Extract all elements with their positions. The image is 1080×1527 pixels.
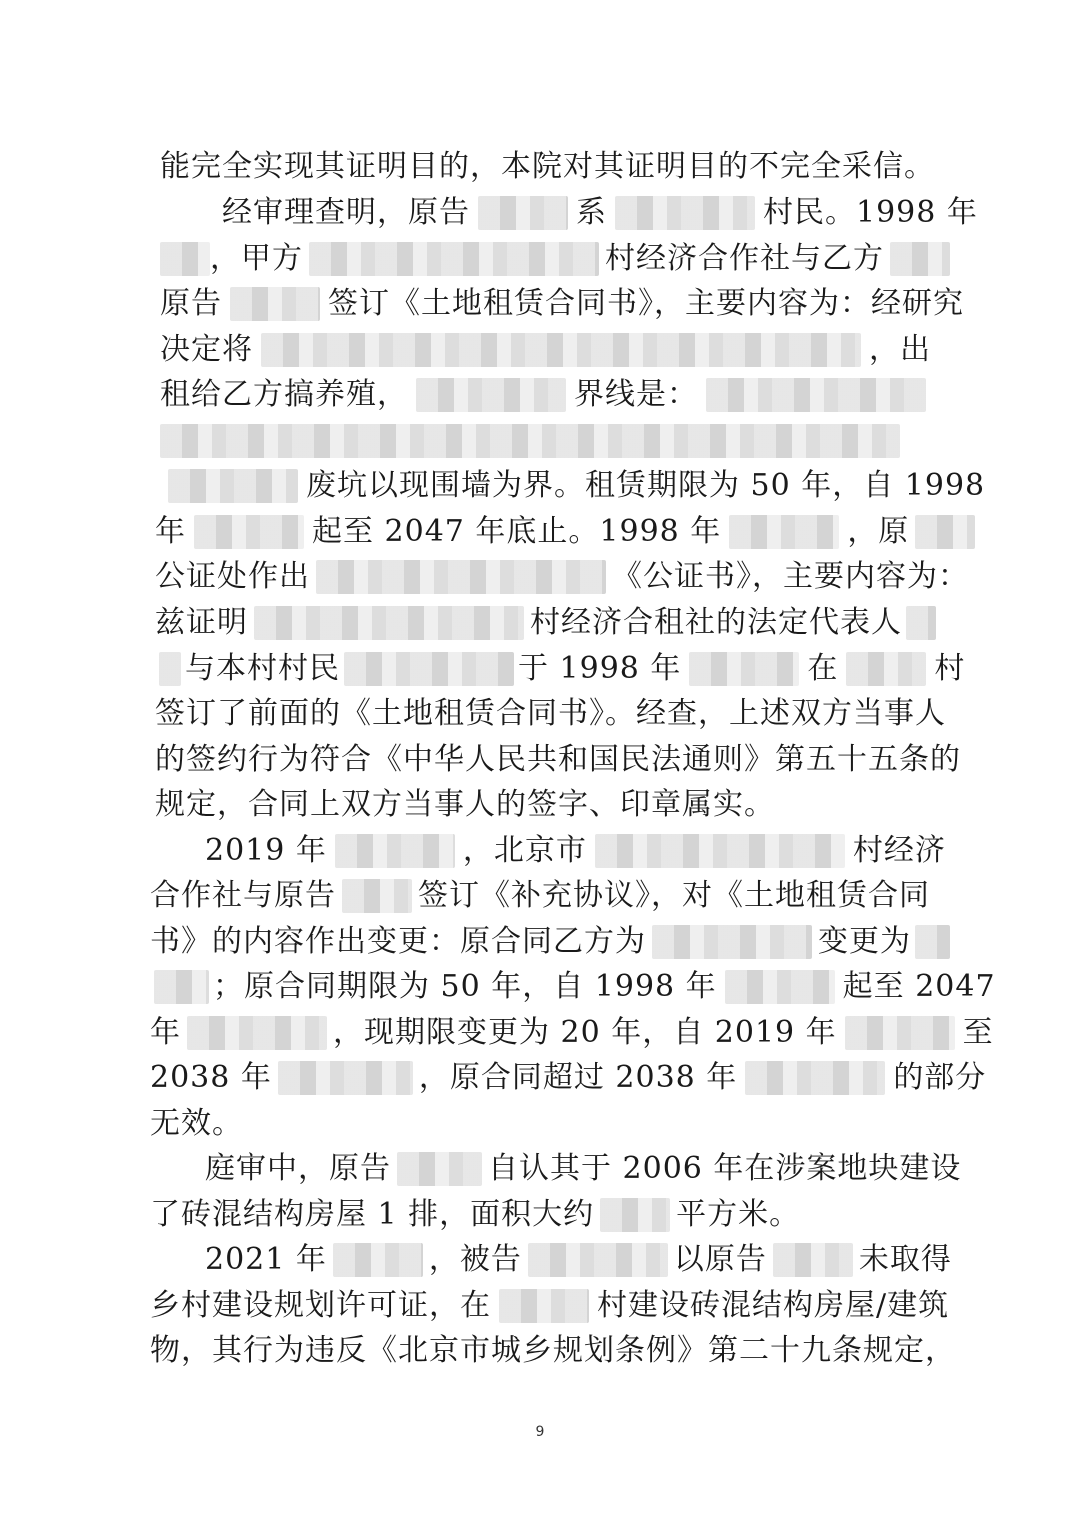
redaction-block xyxy=(194,515,304,549)
text-segment: 起至 2047 xyxy=(842,969,996,1004)
text-line xyxy=(155,553,969,599)
text-segment: 公证处作出 xyxy=(155,559,310,594)
text-segment: 物，其行为违反《北京市城乡规划条例》第二十九条规定， xyxy=(150,1333,956,1368)
text-line xyxy=(155,508,981,554)
redaction-block xyxy=(725,970,835,1004)
redaction-block xyxy=(478,196,568,230)
redaction-block xyxy=(915,515,975,549)
text-segment: 无效。 xyxy=(150,1106,243,1141)
text-segment: 以原告 xyxy=(673,1242,767,1277)
text-segment: 原告 xyxy=(160,286,222,321)
redaction-block xyxy=(335,834,455,868)
text-segment: 签订了前面的《土地租赁合同书》。经查，上述双方当事人 xyxy=(155,696,946,731)
redaction-block xyxy=(254,606,524,640)
text-line xyxy=(160,326,931,372)
text-segment: 与本村村民 xyxy=(185,651,340,686)
redaction-block xyxy=(615,196,755,230)
text-segment: 合作社与原告 xyxy=(150,878,336,913)
text-line xyxy=(160,462,985,508)
text-segment: ，北京市 xyxy=(462,833,587,868)
text-line xyxy=(150,1100,243,1146)
redaction-block xyxy=(278,1061,413,1095)
redaction-block xyxy=(528,1243,668,1277)
redaction-block xyxy=(159,652,181,686)
text-line xyxy=(150,1009,994,1055)
text-segment: 决定将 xyxy=(160,332,253,367)
text-line xyxy=(155,690,946,736)
redaction-block xyxy=(706,378,926,412)
text-segment: 村建设砖混结构房屋/建筑 xyxy=(597,1288,950,1323)
redaction-block xyxy=(773,1243,853,1277)
text-segment: 村民。1998 年 xyxy=(763,195,978,230)
redaction-block xyxy=(499,1289,589,1323)
text-segment: 签订《土地租赁合同书》，主要内容为：经研究 xyxy=(328,286,964,321)
redaction-block xyxy=(729,515,839,549)
text-line xyxy=(155,736,961,782)
text-segment: 的部分 xyxy=(893,1060,987,1095)
text-line xyxy=(150,1327,956,1373)
text-line xyxy=(160,417,900,463)
redaction-block xyxy=(316,560,606,594)
text-segment: ，被告 xyxy=(428,1242,522,1277)
text-segment: 系 xyxy=(576,195,607,230)
text-segment: 2038 年 xyxy=(150,1060,272,1095)
text-segment: 经审理查明，原告 xyxy=(222,195,470,230)
redaction-block xyxy=(261,333,861,367)
text-segment: 2019 年 xyxy=(205,833,327,868)
text-line xyxy=(205,1145,961,1191)
text-segment: 界线是： xyxy=(574,377,698,412)
text-segment: ，出 xyxy=(869,332,931,367)
text-segment: 签订《补充协议》，对《土地租赁合同 xyxy=(418,878,930,913)
redaction-block xyxy=(745,1061,885,1095)
text-line xyxy=(205,1236,952,1282)
redaction-block xyxy=(652,925,812,959)
text-line xyxy=(150,963,996,1009)
redaction-block xyxy=(342,879,412,913)
redaction-block xyxy=(845,1016,955,1050)
text-segment: ，原 xyxy=(847,514,910,549)
text-segment: 庭审中，原告 xyxy=(205,1151,391,1186)
text-line xyxy=(150,1191,800,1237)
redaction-block xyxy=(846,652,926,686)
text-segment: ，原合同超过 2038 年 xyxy=(418,1060,738,1095)
text-line xyxy=(160,143,935,189)
text-segment: 平方米。 xyxy=(676,1197,801,1232)
text-line xyxy=(155,645,965,691)
text-segment: ，甲方 xyxy=(210,241,303,276)
text-line xyxy=(155,781,775,827)
text-segment: 变更为 xyxy=(818,924,911,959)
redaction-block xyxy=(397,1152,482,1186)
text-segment: 年 xyxy=(150,1015,181,1050)
text-segment: 了砖混结构房屋 1 排，面积大约 xyxy=(150,1197,595,1232)
text-segment: 村 xyxy=(934,651,966,686)
text-segment: ，现期限变更为 20 年，自 2019 年 xyxy=(333,1015,837,1050)
text-line xyxy=(150,918,954,964)
text-segment: 能完全实现其证明目的，本院对其证明目的不完全采信。 xyxy=(160,149,935,184)
text-segment: 的签约行为符合《中华人民共和国民法通则》第五十五条的 xyxy=(155,742,961,777)
text-segment: 村经济 xyxy=(852,833,946,868)
text-segment: 废坑以现围墙为界。租赁期限为 50 年，自 1998 xyxy=(306,468,986,503)
redaction-block xyxy=(160,242,210,276)
text-segment: 于 1998 年 xyxy=(518,651,682,686)
text-segment: 在 xyxy=(807,651,839,686)
text-line xyxy=(160,371,934,417)
redaction-block xyxy=(154,970,209,1004)
text-line xyxy=(222,189,978,235)
redaction-block xyxy=(890,242,950,276)
redaction-block xyxy=(160,424,900,458)
redaction-block xyxy=(915,925,950,959)
redaction-block xyxy=(595,834,845,868)
text-segment: 《公证书》，主要内容为： xyxy=(612,559,969,594)
text-segment: 至 xyxy=(962,1015,994,1050)
redaction-block xyxy=(600,1198,670,1232)
text-line xyxy=(155,599,940,645)
text-segment: 2021 年 xyxy=(205,1242,327,1277)
text-segment: 兹证明 xyxy=(155,605,248,640)
redaction-block xyxy=(416,378,566,412)
redaction-block xyxy=(309,242,599,276)
text-segment: 书》的内容作出变更：原合同乙方为 xyxy=(150,924,646,959)
text-segment: 自认其于 2006 年在涉案地块建设 xyxy=(488,1151,962,1186)
text-segment: 租给乙方搞养殖， xyxy=(160,377,408,412)
text-segment: 规定，合同上双方当事人的签字、印章属实。 xyxy=(155,787,775,822)
text-segment: 未取得 xyxy=(858,1242,952,1277)
redaction-block xyxy=(333,1243,423,1277)
text-segment: 起至 2047 年底止。1998 年 xyxy=(312,514,722,549)
text-line xyxy=(160,235,956,281)
redaction-block xyxy=(906,606,936,640)
text-segment: 乡村建设规划许可证，在 xyxy=(150,1288,491,1323)
text-line xyxy=(150,1282,949,1328)
redaction-block xyxy=(689,652,799,686)
page-number: 9 xyxy=(535,1424,545,1440)
text-segment: ；原合同期限为 50 年，自 1998 年 xyxy=(213,969,717,1004)
redaction-block xyxy=(344,652,514,686)
text-segment: 村经济合租社的法定代表人 xyxy=(530,605,902,640)
redaction-block xyxy=(187,1016,327,1050)
text-segment: 村经济合作社与乙方 xyxy=(605,241,884,276)
text-segment: 年 xyxy=(155,514,186,549)
redaction-block xyxy=(168,469,298,503)
redaction-block xyxy=(230,287,320,321)
text-line xyxy=(150,872,930,918)
text-line xyxy=(160,280,964,326)
text-line xyxy=(150,1054,986,1100)
text-line xyxy=(205,827,946,873)
